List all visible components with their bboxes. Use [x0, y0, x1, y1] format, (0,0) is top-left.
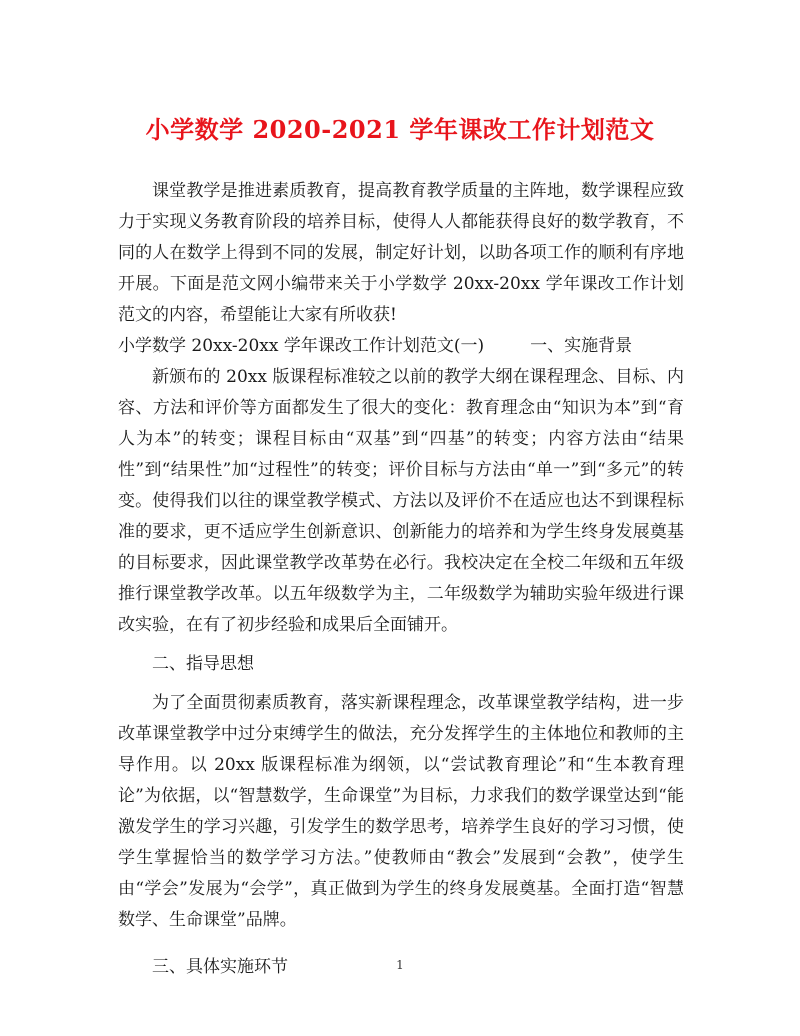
section1-paragraph: 新颁布的 20xx 版课程标准较之以前的教学大纲在课程理念、目标、内容、方法和评价等方面都发生了很大的变化：教育理念由“知识为本”到“育人为本”的转变；课程目标由“双基”到“四基”的转变；内容方法由“结果性”到“结果性”加“过程性”的转变；评价目标与方法由“单一”到“多元”的转变。使得我们以往的课堂教学模式、方法以及评价不在适应也达不到课程标准的要求，更不适应学生创新意识、创新能力的培养和为学生终身发展奠基的目标要求，因此课堂教学改革势在必行。我校决定在全校二年级和五年级推行课堂教学改革。以五年级数学为主，二年级数学为辅助实验年级进行课改实验，在有了初步经验和成果后全面铺开。 [118, 367, 684, 635]
section1-heading-right: 一、实施背景 [530, 336, 633, 356]
intro-paragraph: 课堂教学是推进素质教育，提高教育教学质量的主阵地，数学课程应致力于实现义务教育阶段的培养目标，使得人人都能获得良好的数学教育，不同的人在数学上得到不同的发展，制定好计划，以助各项工作的顺利有序地开展。下面是范文网小编带来关于小学数学 20xx-20xx 学年课改工作计划范文的内容，希望能让大家有所收获! [118, 181, 684, 325]
page-number: 1 [396, 958, 404, 972]
section2-paragraph: 为了全面贯彻素质教育，落实新课程理念，改革课堂教学结构，进一步改革课堂教学中过分束缚学生的做法，充分发挥学生的主体地位和教师的主导作用。以 20xx 版课程标准为纲领，以“尝试教育理论”和“生本教育理论”为依据，以“智慧数学，生命课堂”为目标，力求我们的数学课堂达到“能激发学生的学习兴趣，引发学生的数学思考，培养学生良好的学习习惯，使学生掌握恰当的数学学习方法。”使教师由“教会”发展到“会教”，使学生由“学会”发展为“会学”，真正做到为学生的终身发展奠基。全面打造“智慧数学、生命课堂”品牌。 [118, 693, 684, 930]
section1-heading [118, 331, 684, 362]
page-title: 小学数学 2020-2021 学年课改工作计划范文 [145, 115, 655, 144]
section3-heading: 三、具体实施环节 [152, 957, 288, 977]
document-body [118, 176, 684, 983]
section2-heading: 二、指导思想 [152, 654, 254, 674]
section1-heading-left: 小学数学 20xx-20xx 学年课改工作计划范文(一) [118, 336, 485, 356]
